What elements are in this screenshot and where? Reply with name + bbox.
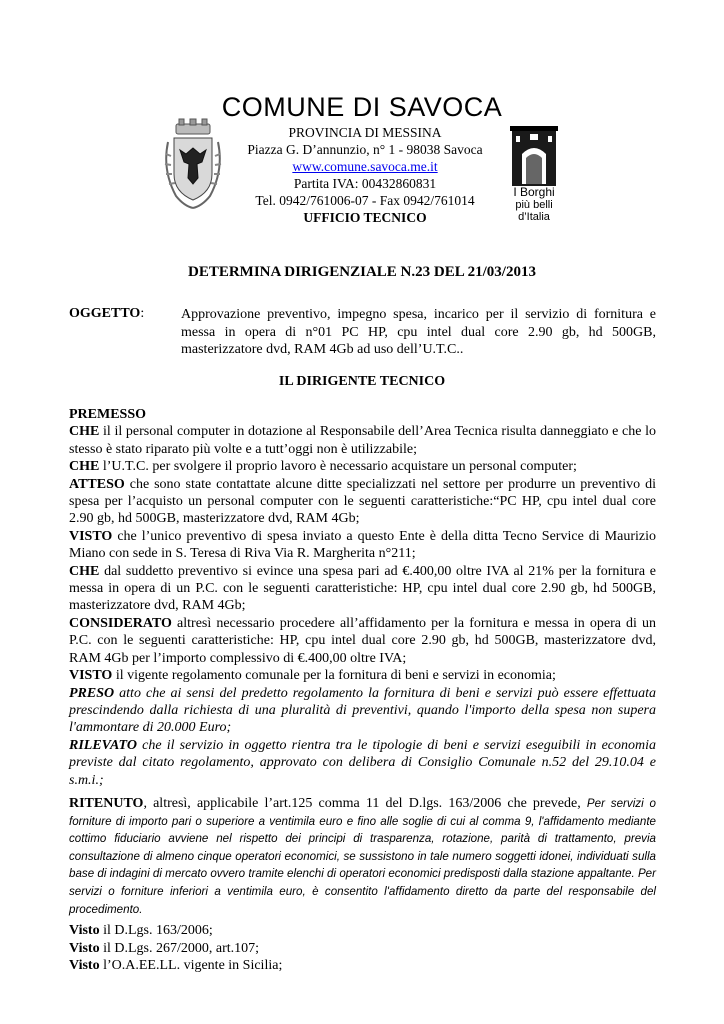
paragraph-8-text: atto che ai sensi del predetto regolamento la fornitura di beni e servizi può essere effettuata prescindendo dalla richiesta di una pluralità di preventivi, quando l'importo della spesa non supera l'ammontare di 20.000 Euro; bbox=[69, 685, 656, 736]
phone-fax: Tel. 0942/761006-07 - Fax 0942/761014 bbox=[255, 193, 475, 208]
paragraph-10-text: , altresì, applicabile l’art.125 comma 11 del D.lgs. 163/2006 che prevede, bbox=[143, 795, 587, 811]
address: Piazza G. D’annunzio, n° 1 - 98038 Savoca bbox=[247, 142, 483, 157]
borghi-line-2: più belli bbox=[515, 199, 553, 211]
paragraph-8-key: PRESO bbox=[69, 685, 115, 701]
visto-1-key: Visto bbox=[69, 923, 100, 939]
paragraph-3-text: che sono state contattate alcune ditte specializzati nel settore per produrre un preventivo di spesa per l’acquisto un personal computer con le seguenti caratteristiche:“PC HP, cpu intel dual core 2.90 gb, hd 500GB, masterizzatore dvd, RAM 4Gb; bbox=[69, 476, 656, 527]
paragraph-1-text: il il personal computer in dotazione al Responsabile dell’Area Tecnica risulta danneggiato e che lo stesso è stato riparato più volte e a tutt’oggi non è utilizzabile; bbox=[69, 424, 656, 457]
paragraph-8 bbox=[69, 685, 656, 737]
paragraph-6 bbox=[69, 615, 656, 667]
paragraph-9-text: che il servizio in oggetto rientra tra le tipologie di beni e servizi eseguibili in economia previste dal citato regolamento, approvato con delibera di Consiglio Comunale n.52 del 29.10.04 e s.m.i.; bbox=[69, 737, 656, 788]
premesso-heading: PREMESSO bbox=[69, 407, 147, 422]
paragraph-6-key: CONSIDERATO bbox=[69, 615, 172, 631]
province: PROVINCIA DI MESSINA bbox=[288, 125, 442, 140]
paragraph-4-text: che l’unico preventivo di spesa inviato a questo Ente è della ditta Tecno Service di Maurizio Miano con sede in S. Teresa di Riva Via R. Margherita n°211; bbox=[69, 528, 656, 562]
header-block bbox=[200, 124, 530, 226]
visto-3-text: l’O.A.EE.LL. vigente in Sicilia; bbox=[99, 957, 283, 973]
visto-2-text: il D.Lgs. 267/2000, art.107; bbox=[99, 940, 260, 956]
borghi-line-3: d’Italia bbox=[518, 211, 550, 223]
paragraph-7 bbox=[69, 667, 656, 684]
visto-1-text: il D.Lgs. 163/2006; bbox=[99, 923, 213, 939]
paragraph-3-key: ATTESO bbox=[69, 476, 125, 492]
paragraph-6-text: altresì necessario procedere all’affidamento per la fornitura e messa in opera di un P.C. con le seguenti caratteristiche: HP, cpu intel dual core 2.90 gb, hd 500GB, masterizzatore dvd, RAM 4Gb per l’importo complessivo di €.400,00 oltre IVA; bbox=[69, 615, 656, 666]
subject-label-colon: : bbox=[140, 306, 145, 321]
paragraph-4-key: VISTO bbox=[69, 528, 113, 544]
visto-1 bbox=[69, 922, 656, 939]
visto-2-key: Visto bbox=[69, 940, 100, 956]
visto-3-key: Visto bbox=[69, 957, 100, 973]
subject-label bbox=[69, 306, 144, 322]
borghi-line-1: I Borghi bbox=[513, 185, 555, 199]
vat-number: Partita IVA: 00432860831 bbox=[293, 176, 437, 191]
section-heading: IL DIRIGENTE TECNICO bbox=[278, 374, 446, 389]
paragraph-4 bbox=[69, 528, 656, 563]
office-name: UFFICIO TECNICO bbox=[303, 210, 427, 225]
paragraph-5 bbox=[69, 563, 656, 615]
paragraph-7-key: VISTO bbox=[69, 668, 113, 684]
paragraph-5-text: dal suddetto preventivo si evince una spesa pari ad €.400,00 oltre IVA al 21% per la fornitura e messa in opera di un P.C. con le seguenti caratteristiche: HP, cpu intel dual core 2.90 gb, hd 500GB, masterizzatore dvd, RAM 4Gb; bbox=[69, 563, 656, 614]
paragraph-3 bbox=[69, 476, 656, 528]
paragraph-9 bbox=[69, 737, 656, 789]
document-body bbox=[69, 406, 656, 974]
subject-text: Approvazione preventivo, impegno spesa, incarico per il servizio di fornitura e messa in opera di n°01 PC HP, cpu intel dual core 2.90 gb, hd 500GB, masterizzatore dvd, RAM 4Gb ad uso dell’U.T.C.. bbox=[181, 307, 656, 357]
visto-2 bbox=[69, 940, 656, 957]
paragraph-2-key: CHE bbox=[69, 459, 100, 475]
website-link[interactable]: www.comune.savoca.me.it bbox=[292, 159, 438, 174]
subject-label-text: OGGETTO bbox=[69, 306, 141, 321]
tower-icon bbox=[510, 126, 558, 186]
paragraph-7-text: il vigente regolamento comunale per la fornitura di beni e servizi in economia; bbox=[112, 668, 556, 684]
paragraph-5-key: CHE bbox=[69, 563, 100, 579]
visto-3 bbox=[69, 957, 656, 974]
paragraph-10-key: RITENUTO bbox=[69, 795, 144, 811]
document-title: DETERMINA DIRIGENZIALE N.23 DEL 21/03/2013 bbox=[188, 264, 536, 280]
borghi-logo bbox=[502, 124, 566, 224]
paragraph-10 bbox=[69, 795, 656, 918]
municipality-name: COMUNE DI SAVOCA bbox=[221, 92, 503, 122]
paragraph-2 bbox=[69, 458, 656, 475]
paragraph-1-key: CHE bbox=[69, 424, 100, 440]
paragraph-9-key: RILEVATO bbox=[69, 737, 137, 753]
paragraph-2-text: l’U.T.C. per svolgere il proprio lavoro è necessario acquistare un personal computer; bbox=[99, 459, 577, 475]
paragraph-1 bbox=[69, 423, 656, 458]
paragraph-10-quote: Per servizi o forniture di importo pari o superiore a ventimila euro e fino alle soglie di cui al comma 9, l'affidamento mediante cottimo fiduciario avviene nel rispetto dei principi di trasparenza, rotazione, parità di trattamento, previa consultazione di almeno cinque operatori economici, se sussistono in tale numero soggetti idonei, individuati sulla base di indagini di mercato ovvero tramite elenchi di operatori economici predisposti dalla stazione appaltante. Per servizi o forniture inferiori a ventimila euro, è consentito l'affidamento diretto da parte del responsabile del procedimento. bbox=[69, 796, 656, 916]
